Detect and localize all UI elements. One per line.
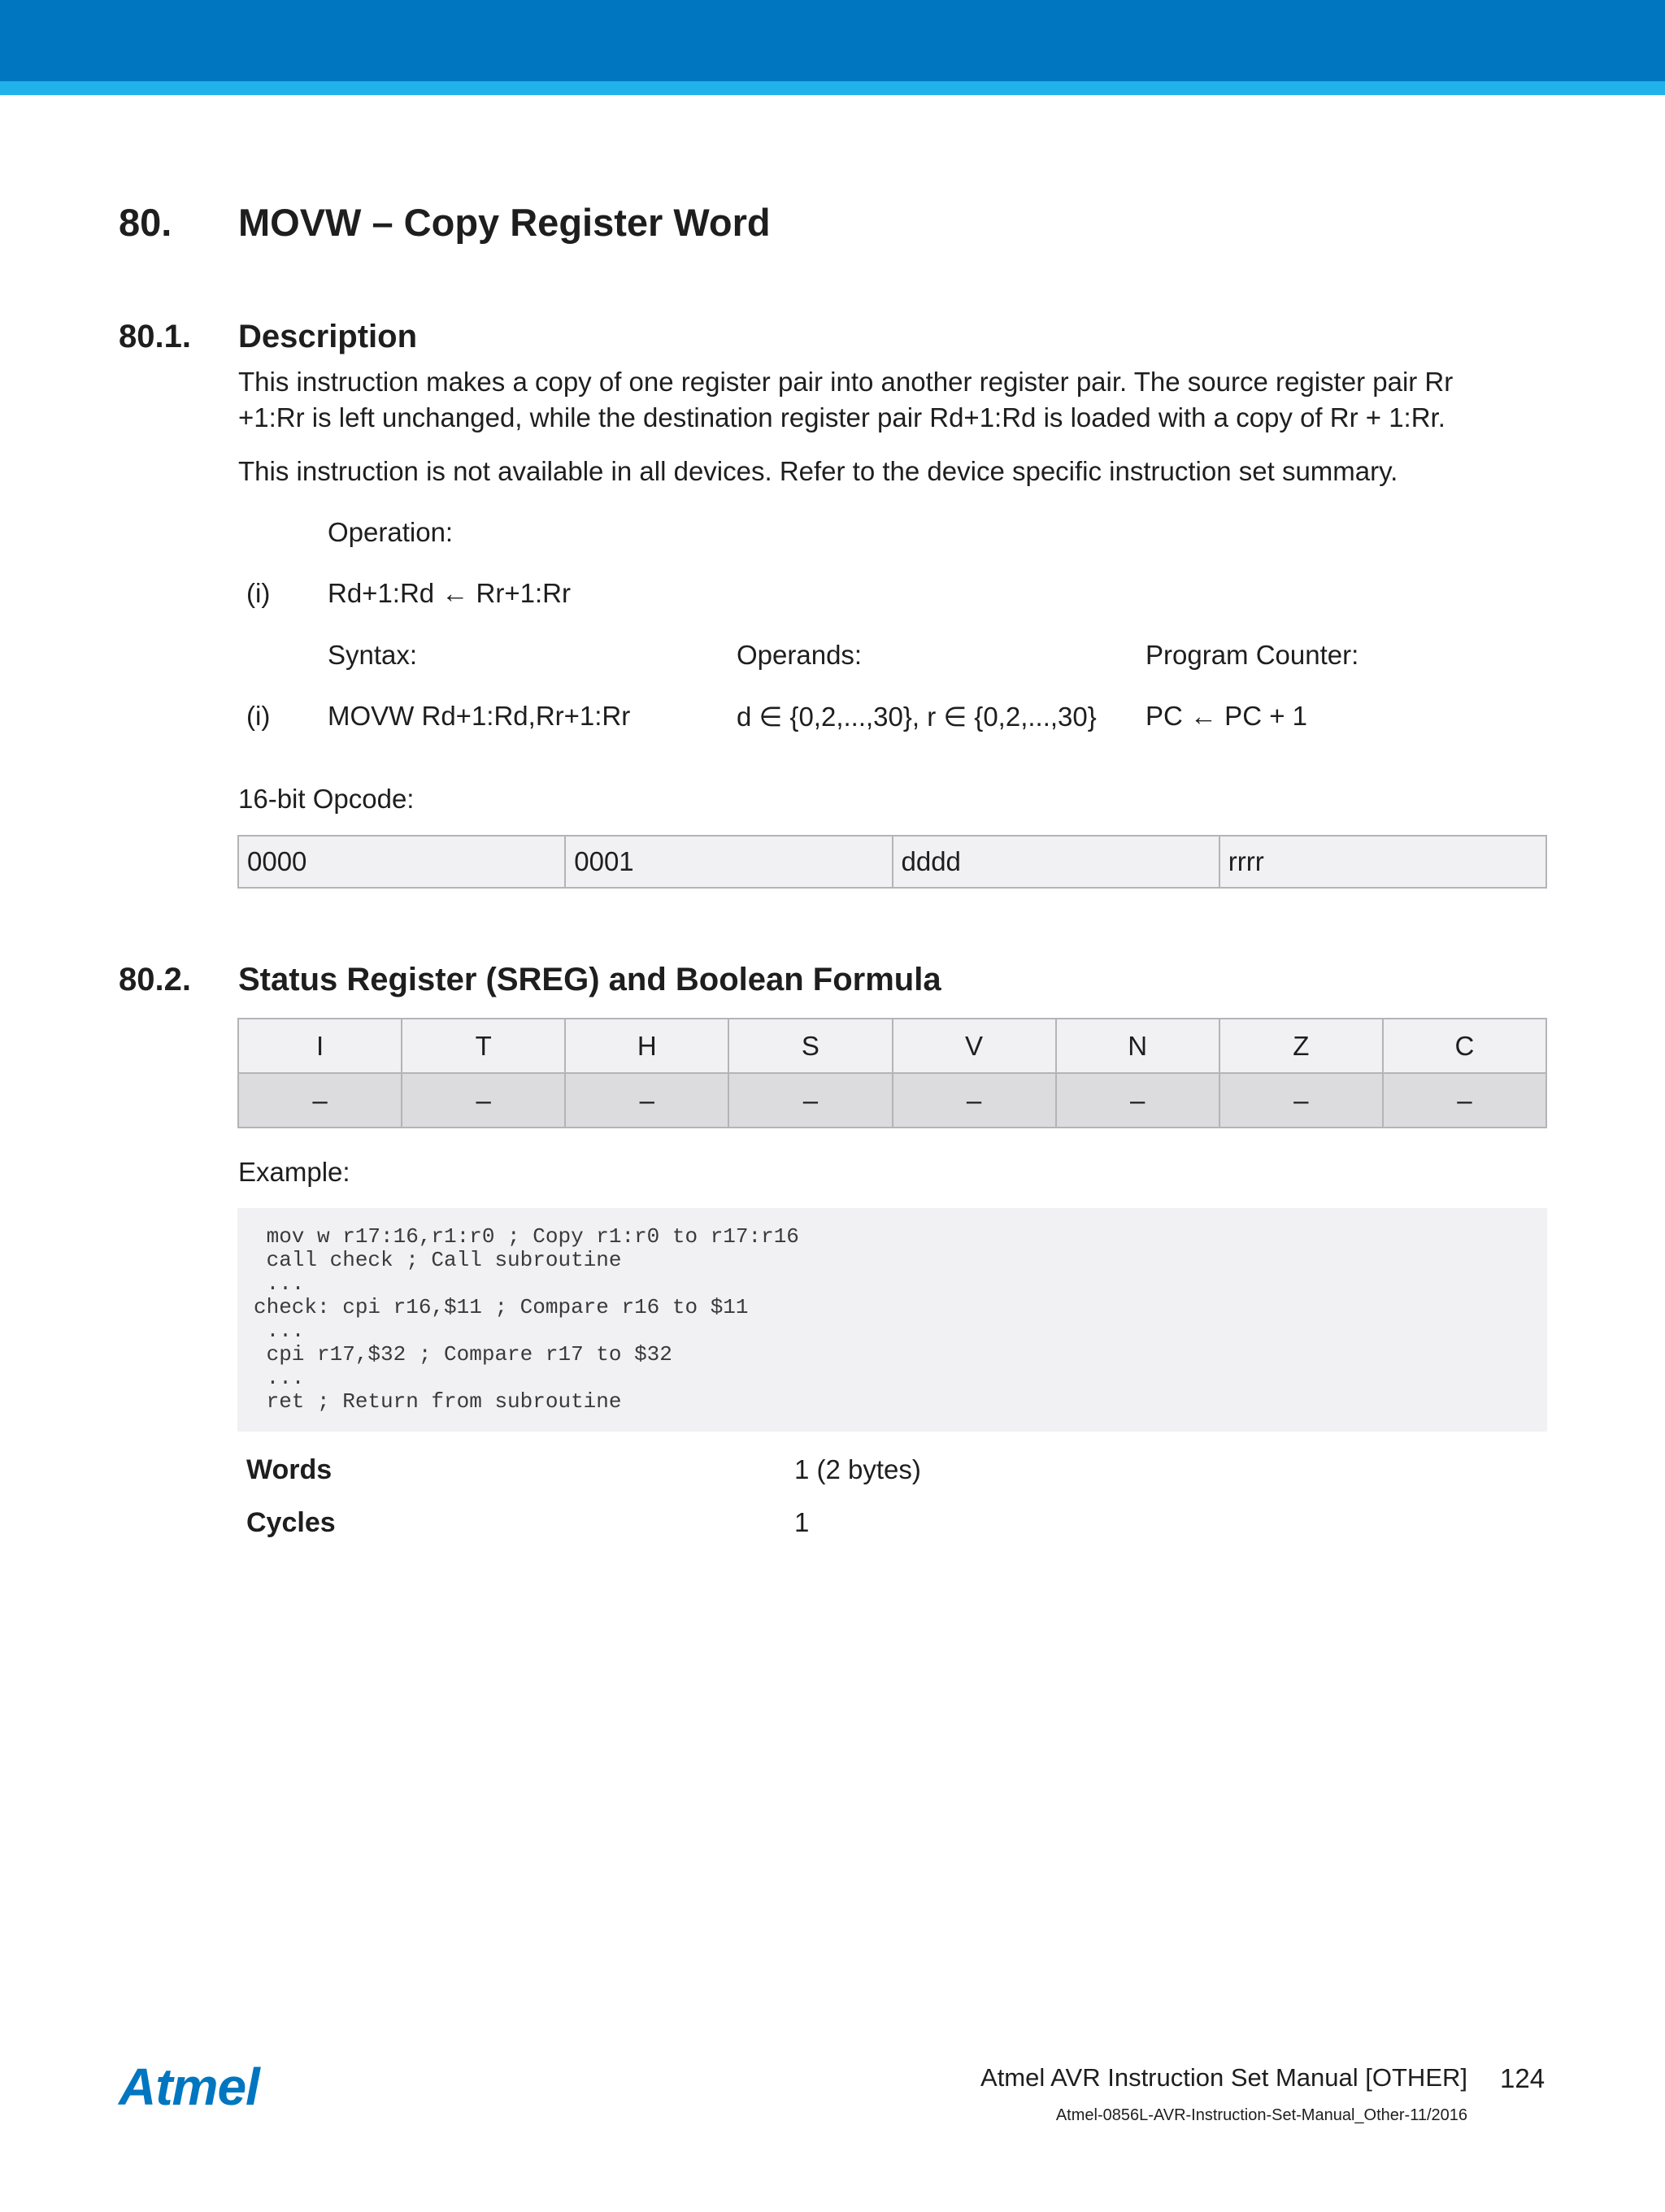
operands-label: Operands: xyxy=(737,640,863,670)
opcode-cell: 0001 xyxy=(565,836,892,888)
sreg-flag: T xyxy=(402,1019,565,1073)
sreg-value: – xyxy=(1219,1073,1383,1128)
words-value: 1 (2 bytes) xyxy=(794,1454,921,1484)
code-line: call check ; Call subroutine xyxy=(254,1248,622,1272)
cycles-value: 1 xyxy=(794,1507,810,1537)
sreg-flag: H xyxy=(565,1019,728,1073)
operation-label: Operation: xyxy=(328,517,454,547)
opcode-cell: rrrr xyxy=(1219,836,1546,888)
section-number: 80. xyxy=(119,201,172,244)
program-counter-value: PC ← PC + 1 xyxy=(1146,701,1307,731)
words-label: Words xyxy=(246,1454,333,1485)
operation-formula: Rd+1:Rd ← Rr+1:Rr xyxy=(328,578,571,608)
sreg-value: – xyxy=(402,1073,565,1128)
operation-index: (i) xyxy=(246,578,271,608)
sreg-value: – xyxy=(238,1073,402,1128)
sreg-value-row xyxy=(238,1073,1546,1128)
sreg-flag: N xyxy=(1056,1019,1219,1073)
sreg-flag: Z xyxy=(1219,1019,1383,1073)
syntax-value: MOVW Rd+1:Rd,Rr+1:Rr xyxy=(328,701,631,731)
footer-document-id: Atmel-0856L-AVR-Instruction-Set-Manual_Other-11/2016 xyxy=(1055,2106,1467,2124)
sreg-flag: S xyxy=(728,1019,892,1073)
code-line: mov w r17:16,r1:r0 ; Copy r1:r0 to r17:r16 xyxy=(254,1224,799,1249)
description-line-2: +1:Rr is left unchanged, while the destination register pair Rd+1:Rd is loaded with a copy of Rr + 1:Rr. xyxy=(238,402,1445,432)
sreg-number: 80.2. xyxy=(119,962,191,997)
footer-page-number: 124 xyxy=(1500,2063,1545,2093)
opcode-cell: 0000 xyxy=(238,836,565,888)
code-line: cpi r17,$32 ; Compare r17 to $32 xyxy=(254,1342,672,1367)
sreg-flag: V xyxy=(893,1019,1056,1073)
opcode-cell: dddd xyxy=(893,836,1219,888)
opcode-table xyxy=(237,835,1547,889)
sreg-table xyxy=(237,1018,1547,1128)
sreg-title: Status Register (SREG) and Boolean Formula xyxy=(238,962,941,997)
sreg-value: – xyxy=(1383,1073,1546,1128)
code-example xyxy=(237,1208,1547,1432)
code-line: ... xyxy=(254,1319,305,1343)
sreg-flag: C xyxy=(1383,1019,1546,1073)
sreg-value: – xyxy=(1056,1073,1219,1128)
header-stripe xyxy=(0,81,1665,95)
footer-manual-title: Atmel AVR Instruction Set Manual [OTHER] xyxy=(980,2063,1467,2092)
sreg-flag: I xyxy=(238,1019,402,1073)
sreg-value: – xyxy=(728,1073,892,1128)
sreg-flag-row xyxy=(238,1019,1546,1073)
code-line: ... xyxy=(254,1366,305,1390)
operands-value: d ∈ {0,2,...,30}, r ∈ {0,2,...,30} xyxy=(737,702,1097,732)
sreg-value: – xyxy=(565,1073,728,1128)
syntax-index: (i) xyxy=(246,701,271,731)
availability-note: This instruction is not available in all devices. Refer to the device specific instruction set summary. xyxy=(238,456,1398,486)
description-number: 80.1. xyxy=(119,319,191,354)
example-label: Example: xyxy=(238,1157,350,1187)
opcode-label: 16-bit Opcode: xyxy=(238,784,415,814)
opcode-row xyxy=(238,836,1546,888)
description-line-1: This instruction makes a copy of one register pair into another register pair. The source register pair Rr xyxy=(238,367,1454,397)
program-counter-label: Program Counter: xyxy=(1146,640,1359,670)
header-bar xyxy=(0,0,1665,81)
code-line: check: cpi r16,$11 ; Compare r16 to $11 xyxy=(254,1295,749,1319)
atmel-logo: Atmel xyxy=(119,2058,259,2116)
description-paragraph xyxy=(238,364,1547,436)
sreg-value: – xyxy=(893,1073,1056,1128)
cycles-label: Cycles xyxy=(246,1507,336,1538)
code-line: ... xyxy=(254,1271,305,1296)
section-title: MOVW – Copy Register Word xyxy=(238,201,771,244)
syntax-label: Syntax: xyxy=(328,640,418,670)
description-title: Description xyxy=(238,319,418,354)
code-line: ret ; Return from subroutine xyxy=(254,1389,622,1414)
